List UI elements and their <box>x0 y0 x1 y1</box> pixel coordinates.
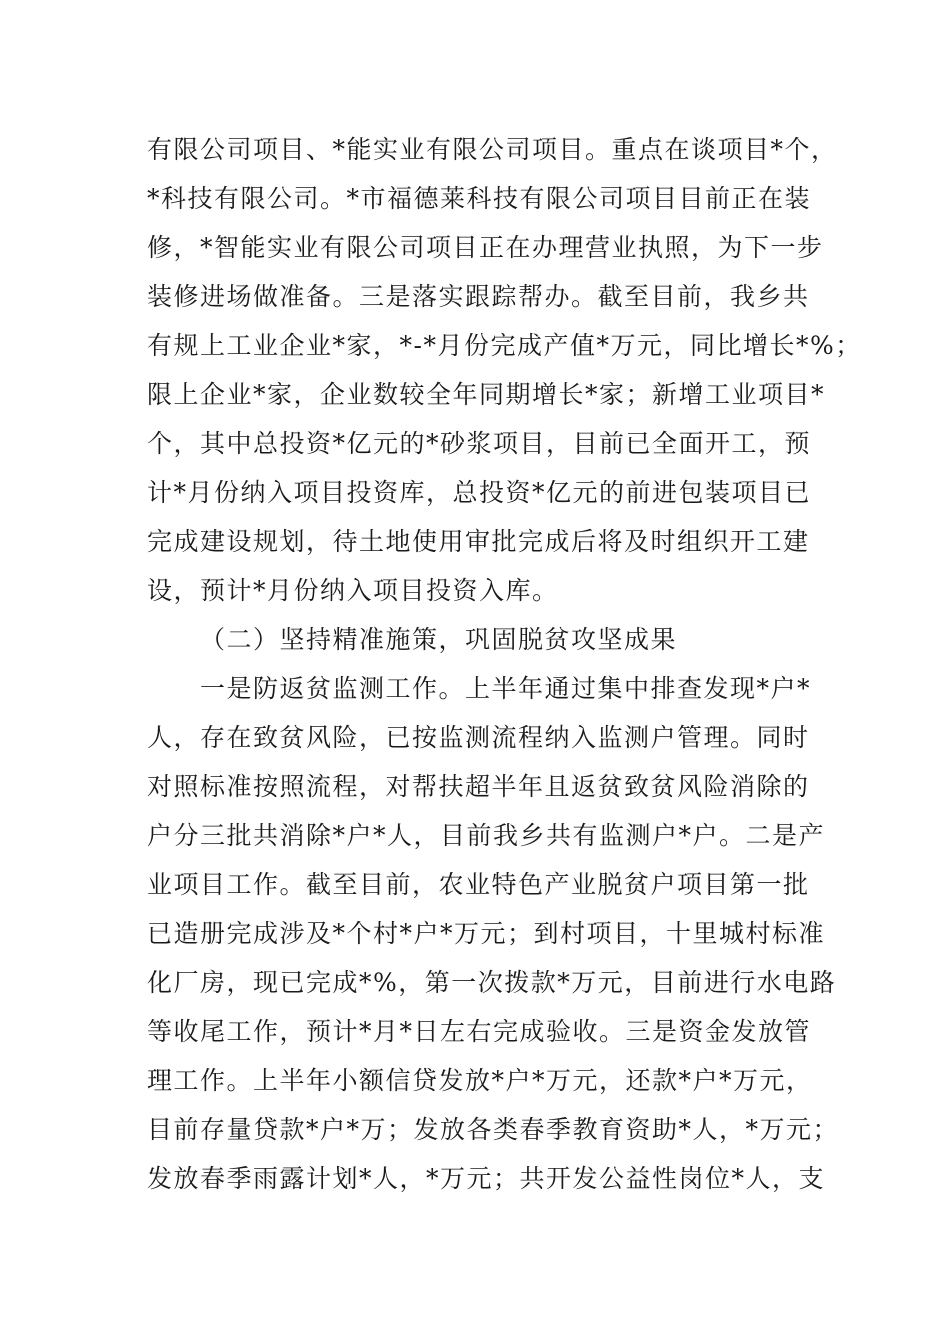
text-line: 设，预计*月份纳入项目投资入库。 <box>147 576 559 605</box>
text-line: 限上企业*家，企业数较全年同期增长*家；新增工业项目* <box>147 380 826 409</box>
text-line: 个，其中总投资*亿元的*砂浆项目，目前已全面开工，预 <box>147 429 812 458</box>
text-line: 化厂房，现已完成*%，第一次拨款*万元，目前进行水电路 <box>147 968 837 997</box>
text-line: 对照标准按照流程，对帮扶超半年且返贫致贫风险消除的 <box>147 772 810 801</box>
text-line: 业项目工作。截至目前，农业特色产业脱贫户项目第一批 <box>147 870 810 899</box>
text-line: 有限公司项目、*能实业有限公司项目。重点在谈项目*个， <box>147 135 838 164</box>
text-line: 修，*智能实业有限公司项目正在办理营业执照，为下一步 <box>147 233 824 262</box>
text-line: 户分三批共消除*户*人，目前我乡共有监测户*户。二是产 <box>147 821 826 850</box>
text-line: 一是防返贫监测工作。上半年通过集中排查发现*户* <box>200 674 812 703</box>
text-line: 目前存量贷款*户*万；发放各类春季教育资助*人，*万元； <box>147 1115 840 1144</box>
text-line: 发放春季雨露计划*人，*万元；共开发公益性岗位*人，支 <box>147 1164 826 1193</box>
text-line: 等收尾工作，预计*月*日左右完成验收。三是资金发放管 <box>147 1017 812 1046</box>
text-line: 人，存在致贫风险，已按监测流程纳入监测户管理。同时 <box>147 723 810 752</box>
text-line: 已造册完成涉及*个村*户*万元；到村项目，十里城村标准 <box>147 919 826 948</box>
text-line: 理工作。上半年小额信贷发放*户*万元，还款*户*万元， <box>147 1066 813 1095</box>
text-line: 装修进场做准备。三是落实跟踪帮办。截至目前，我乡共 <box>147 282 810 311</box>
text-line: 计*月份纳入项目投资库，总投资*亿元的前进包装项目已 <box>147 478 812 507</box>
text-line: *科技有限公司。*市福德莱科技有限公司项目目前正在装 <box>147 184 812 213</box>
text-line: 完成建设规划，待土地使用审批完成后将及时组织开工建 <box>147 527 810 556</box>
section-heading: （二）坚持精准施策，巩固脱贫攻坚成果 <box>200 625 678 654</box>
text-line: 有规上工业企业*家，*-*月份完成产值*万元，同比增长*%； <box>147 331 862 360</box>
